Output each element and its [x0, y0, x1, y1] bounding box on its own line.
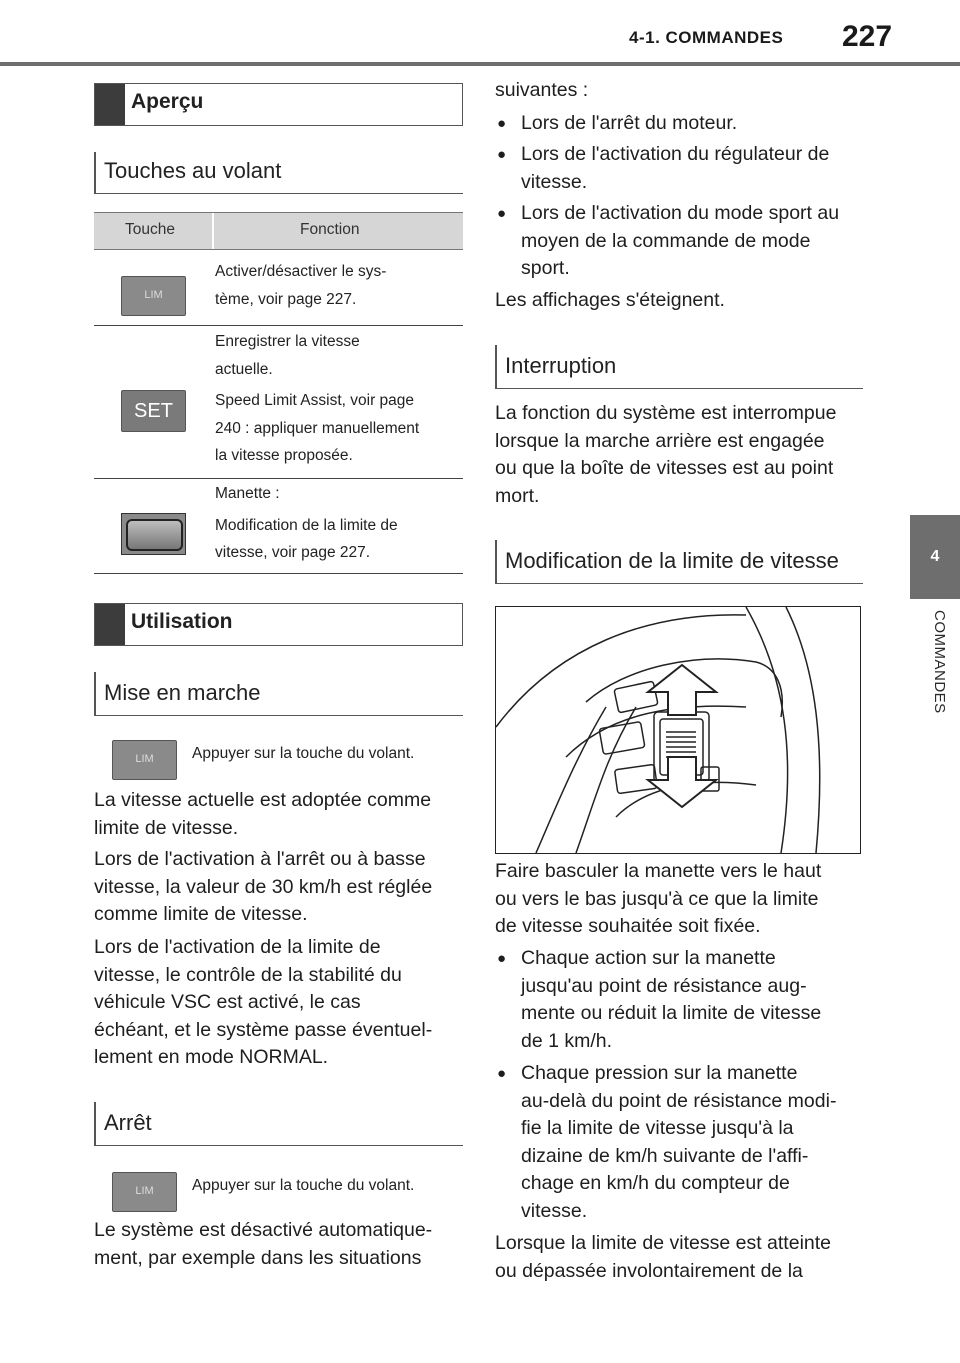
text-line: ou que la boîte de vitesses est au point — [495, 457, 834, 479]
table-row1-function — [215, 258, 386, 313]
text-line: Modification de la limite de — [215, 516, 398, 534]
chapter-label: COMMANDES — [931, 610, 948, 714]
chapter-tab: 4 — [910, 515, 960, 599]
table-row-divider — [94, 478, 463, 479]
header-section-title: 4-1. COMMANDES — [629, 28, 784, 47]
subsection-modification-title: Modification de la limite de vitesse — [505, 548, 839, 573]
section-apercu — [94, 83, 463, 126]
text-line: 240 : appliquer manuellement — [215, 419, 420, 437]
text-line: vitesse, la valeur de 30 km/h est réglée — [94, 875, 433, 898]
bullet-item — [495, 1060, 836, 1225]
lim-key-label: LIM — [135, 1185, 154, 1197]
text-line: ● Lors de l'activation du mode sport au — [521, 202, 840, 224]
table-col-key: Touche — [125, 221, 175, 238]
bullet-item — [495, 945, 821, 1055]
table-col-function: Fonction — [300, 221, 360, 238]
paragraph: Les affichages s'éteignent. — [495, 289, 725, 311]
rocker-switch-icon — [121, 513, 186, 555]
text-line: Le système est désactivé automatique- — [94, 1219, 433, 1241]
subsection-touches — [94, 152, 463, 194]
text-line: La fonction du système est interrompue — [495, 402, 837, 424]
text-line: ● Chaque pression sur la manette — [521, 1062, 798, 1084]
table-row-divider — [94, 325, 463, 326]
text-line: ● Lors de l'arrêt du moteur. — [521, 112, 738, 134]
text-line: dizaine de km/h suivante de l'affi- — [521, 1144, 809, 1167]
text-line: ment, par exemple dans les situations — [94, 1246, 422, 1269]
paragraph — [94, 934, 432, 1072]
lim-key-image — [112, 1172, 177, 1212]
text-line: ou vers le bas jusqu'à ce que la limite — [495, 887, 819, 910]
subsection-touches-title: Touches au volant — [104, 158, 282, 183]
text-line: limite de vitesse. — [94, 816, 239, 839]
paragraph — [94, 787, 431, 842]
text-line: mort. — [495, 484, 540, 507]
text-line: Enregistrer la vitesse — [215, 333, 360, 350]
set-key-label: SET — [134, 400, 173, 422]
lim-key-image — [121, 276, 186, 316]
subsection-arret-title: Arrêt — [104, 1110, 152, 1135]
text-line: échéant, et le système passe éventuel- — [94, 1018, 433, 1041]
steering-wheel-drawing — [496, 607, 860, 853]
table-row2-function — [215, 328, 419, 470]
page-number: 227 — [842, 20, 893, 53]
text-line: de 1 km/h. — [521, 1029, 613, 1052]
subsection-arret — [94, 1102, 463, 1146]
mise-key-instruction: Appuyer sur la touche du volant. — [192, 745, 415, 762]
text-line: vitesse. — [521, 170, 588, 193]
text-line: au-delà du point de résistance modi- — [521, 1089, 837, 1112]
text-line: ou dépassée involontairement de la — [495, 1259, 803, 1282]
text-line: jusqu'au point de résistance aug- — [521, 974, 807, 997]
text-line: de vitesse souhaitée soit fixée. — [495, 915, 761, 937]
bullet-item — [495, 110, 737, 138]
table-header — [94, 212, 463, 250]
section-apercu-title: Aperçu — [131, 90, 204, 113]
subsection-interruption-title: Interruption — [505, 353, 617, 378]
text-line: ● Lors de l'activation du régulateur de — [521, 143, 830, 165]
text-line: chage en km/h du compteur de — [521, 1172, 790, 1194]
text-line: La vitesse actuelle est adoptée comme — [94, 789, 432, 811]
subsection-interruption — [495, 345, 863, 389]
text-line: Manette : — [215, 485, 280, 502]
text-line: mente ou réduit la limite de vitesse — [521, 1002, 822, 1024]
lim-key-label: LIM — [135, 753, 154, 765]
steering-wheel-illustration — [495, 606, 861, 854]
section-utilisation-title: Utilisation — [131, 610, 233, 633]
text-line: véhicule VSC est activé, le cas — [94, 991, 361, 1013]
text-line: Faire basculer la manette vers le haut — [495, 860, 822, 882]
text-line: lorsque la marche arrière est engagée — [495, 429, 825, 452]
text-line: lement en mode NORMAL. — [94, 1046, 329, 1068]
set-key-image — [121, 390, 186, 432]
paragraph — [94, 846, 432, 929]
paragraph — [94, 1217, 432, 1272]
section-utilisation — [94, 603, 463, 646]
subsection-modification — [495, 540, 863, 584]
text-line: Lors de l'activation à l'arrêt ou à basse — [94, 848, 426, 870]
text-line: Speed Limit Assist, voir page — [215, 392, 415, 409]
table-row3-function — [215, 480, 398, 567]
text-line: vitesse, voir page 227. — [215, 544, 371, 561]
text-line: Lors de l'activation de la limite de — [94, 936, 381, 958]
lim-key-image — [112, 740, 177, 780]
bullet-item — [495, 200, 839, 283]
text-line: la vitesse proposée. — [215, 447, 353, 464]
text-line: ● Chaque action sur la manette — [521, 947, 776, 969]
text-line: comme limite de vitesse. — [94, 903, 308, 925]
text-line: actuelle. — [215, 360, 273, 378]
lim-key-label: LIM — [144, 289, 163, 301]
paragraph — [495, 858, 821, 941]
table-bottom-rule — [94, 573, 463, 574]
text-line: vitesse, le contrôle de la stabilité du — [94, 963, 402, 986]
subsection-mise-title: Mise en marche — [104, 680, 261, 705]
paragraph: suivantes : — [495, 79, 589, 101]
subsection-mise-en-marche — [94, 672, 463, 716]
arret-key-instruction: Appuyer sur la touche du volant. — [192, 1177, 415, 1194]
paragraph — [495, 1230, 831, 1285]
text-line: sport. — [521, 257, 570, 279]
text-line: Lorsque la limite de vitesse est atteinte — [495, 1232, 832, 1254]
text-line: Activer/désactiver le sys- — [215, 263, 387, 280]
text-line: moyen de la commande de mode — [521, 229, 811, 252]
text-line: vitesse. — [521, 1199, 588, 1222]
text-line: tème, voir page 227. — [215, 290, 357, 308]
text-line: fie la limite de vitesse jusqu'à la — [521, 1117, 794, 1139]
header-rule — [0, 62, 960, 66]
bullet-item — [495, 141, 829, 196]
paragraph — [495, 400, 836, 510]
